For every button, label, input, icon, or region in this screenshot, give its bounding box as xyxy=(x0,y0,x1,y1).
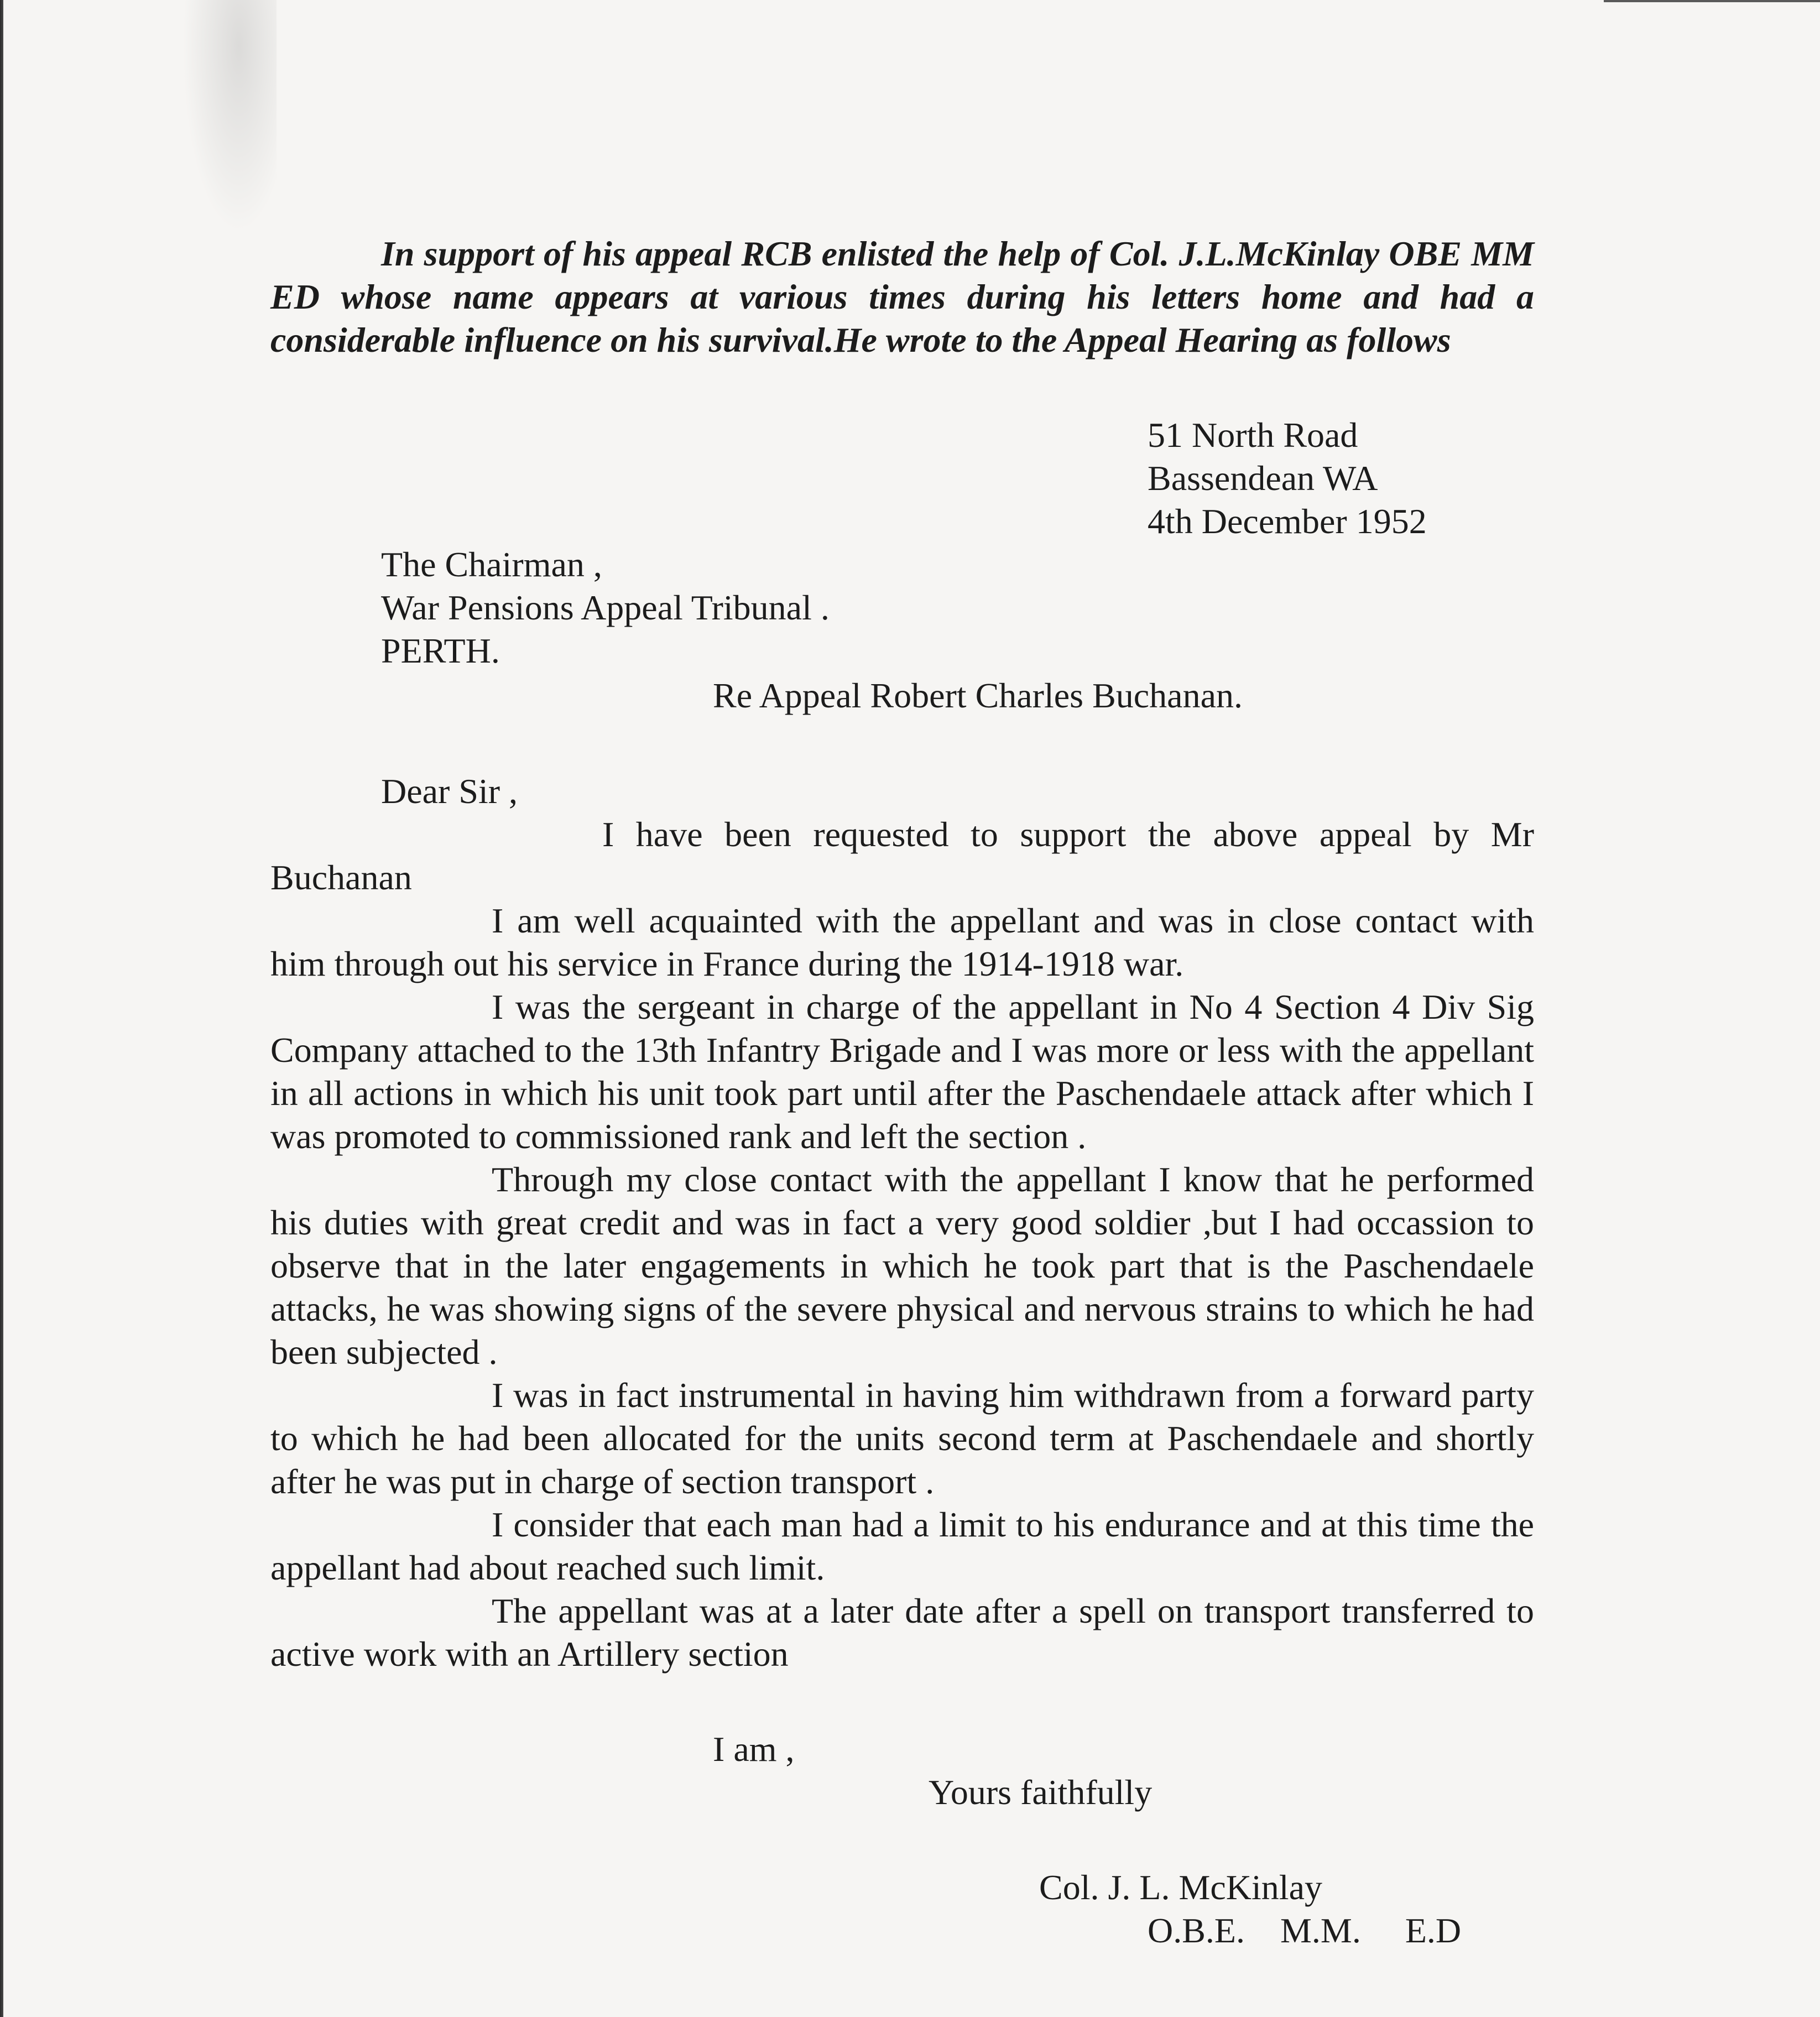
body-paragraph: Through my close contact with the appellant I know that he performed his duties with great credit and was in fact a very good soldier ,but I had occassion to observe that in the later engagements in which he took part that is the Paschendaele attacks, he was showing signs of the severe physical and nervous strains to which he had been subjected . xyxy=(270,1160,1534,1372)
intro-text: In support of his appeal RCB enlisted the help of Col. J.L.McKinlay OBE MM ED whose name appears at various times during his letters home and had a considerable influence on his survival.He wrote to the Appeal Hearing as follows xyxy=(270,234,1534,359)
salutation: Dear Sir , xyxy=(381,772,518,811)
sender-address xyxy=(1148,414,1534,543)
closing-line-2: Yours faithfully xyxy=(929,1773,1153,1812)
letter-date: 4th December 1952 xyxy=(1148,502,1427,541)
body-paragraph: I consider that each man had a limit to his endurance and at this time the appellant had about reached such limit. xyxy=(270,1505,1534,1587)
body-paragraph: I was in fact instrumental in having him withdrawn from a forward party to which he had been allocated for the units second term at Paschendaele and shortly after he was put in charge of section transport . xyxy=(270,1375,1534,1501)
body-paragraph: I am well acquainted with the appellant and was in close contact with him through out his service in France during the 1914-1918 war. xyxy=(270,901,1534,983)
paper-shadow xyxy=(182,0,277,232)
recipient-line-2: War Pensions Appeal Tribunal . xyxy=(381,588,830,627)
recipient-line-1: The Chairman , xyxy=(381,545,602,584)
recipient-address xyxy=(381,543,1534,673)
letter-content xyxy=(270,232,1534,1952)
body-paragraph: I have been requested to support the above appeal by Mr Buchanan xyxy=(270,815,1534,897)
closing-line-1: I am , xyxy=(713,1729,795,1769)
page-edge-top xyxy=(1604,0,1820,2)
signature-name: Col. J. L. McKinlay xyxy=(1039,1868,1322,1907)
re-line: Re Appeal Robert Charles Buchanan. xyxy=(713,676,1243,715)
page-edge-left xyxy=(0,0,3,2017)
address-line-2: Bassendean WA xyxy=(1148,458,1378,498)
body-paragraph: The appellant was at a later date after a spell on transport transferred to active work with an Artillery section xyxy=(270,1591,1534,1674)
body-paragraph: I was the sergeant in charge of the appellant in No 4 Section 4 Div Sig Company attached to the 13th Infantry Brigade and I was more or less with the appellant in all actions in which his unit took part until after the Paschendaele attack after which I was promoted to commissioned rank and left the section . xyxy=(270,987,1534,1156)
address-line-1: 51 North Road xyxy=(1148,415,1358,455)
letter-body xyxy=(270,813,1534,1676)
intro-paragraph xyxy=(270,232,1534,362)
recipient-line-3: PERTH. xyxy=(381,631,500,670)
signature-honours: O.B.E. M.M. E.D xyxy=(1148,1911,1462,1950)
